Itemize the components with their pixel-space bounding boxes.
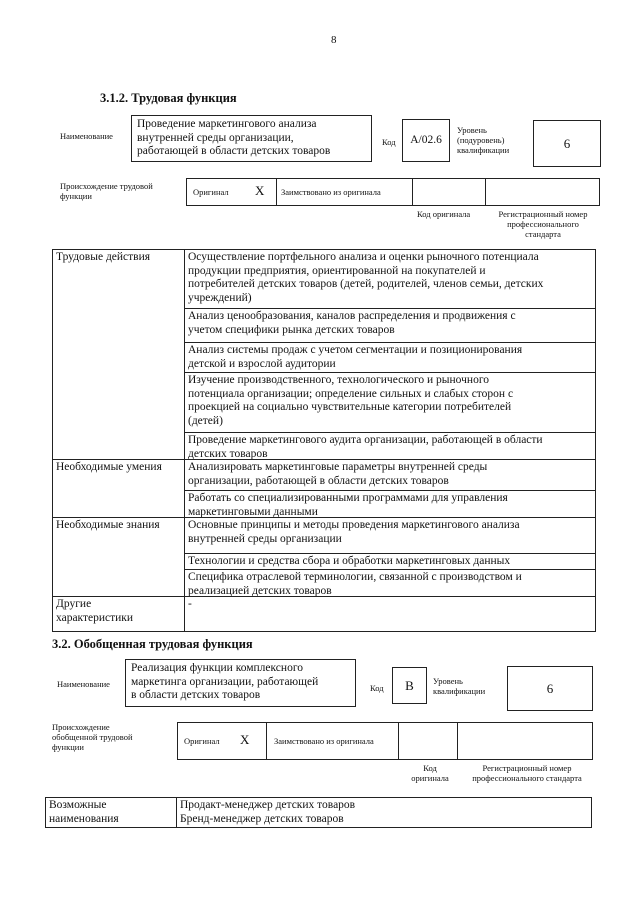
cell-line: (детей) xyxy=(188,414,223,427)
reg-number-line: профессионального стандарта xyxy=(472,773,582,783)
code-value-2: B xyxy=(392,667,427,704)
cell-line: проекцией на социально чувствительные категории потребителей xyxy=(188,401,512,414)
other-value: - xyxy=(184,596,596,632)
borrowed-label: Заимствовано из оригинала xyxy=(281,187,381,197)
function-name-line: в области детских товаров xyxy=(131,689,261,701)
level-label-line: квалификации xyxy=(457,145,510,155)
code-original-line: оригинала xyxy=(411,773,449,783)
cell-line: Осуществление портфельного анализа и оценки рыночного потенциала xyxy=(188,251,539,263)
knowledge-label: Необходимые знания xyxy=(52,517,185,597)
cell-line: учреждений) xyxy=(188,291,252,304)
skill-item xyxy=(184,459,596,491)
reg-number-line: стандарта xyxy=(525,229,561,239)
original-label: Оригинал xyxy=(184,736,220,746)
function-name-line: Реализация функции комплексного xyxy=(131,662,304,674)
section-heading: 3.1.2. Трудовая функция xyxy=(100,91,237,105)
reg-number-label xyxy=(488,209,598,239)
code-original-label-2 xyxy=(405,763,455,783)
cell-line: продукции предприятия, ориентированной на покупателей и xyxy=(188,264,486,277)
divider xyxy=(266,723,267,759)
level-label-line: Уровень xyxy=(433,676,463,686)
possible-names xyxy=(176,797,592,828)
page-number: 8 xyxy=(331,34,337,46)
possible-names-label-line: Возможные xyxy=(49,799,107,811)
borrowed-label: Заимствовано из оригинала xyxy=(274,736,374,746)
code-original-line: Код xyxy=(423,763,437,773)
level-label xyxy=(457,125,509,155)
possible-names-label-line: наименования xyxy=(49,812,119,825)
original-mark: X xyxy=(255,183,265,198)
divider xyxy=(276,179,277,205)
cell-line: организации, работающей в области детских товаров xyxy=(188,474,449,487)
section-heading-2: 3.2. Обобщенная трудовая функция xyxy=(52,637,253,651)
cell-line: детских товаров xyxy=(188,447,268,460)
other-label-line: Другие xyxy=(56,598,92,610)
skill-item xyxy=(184,490,596,518)
origin-label-line: функции xyxy=(60,191,92,201)
reg-number-line: профессионального xyxy=(507,219,579,229)
origin-table-2 xyxy=(177,722,593,760)
cell-line: Технологии и средства сбора и обработки маркетинговых данных xyxy=(188,555,511,567)
knowledge-item xyxy=(184,553,596,570)
level-label-2 xyxy=(433,676,485,696)
original-label: Оригинал xyxy=(193,187,229,197)
other-label-line: характеристики xyxy=(56,611,134,624)
cell-line: Анализировать маркетинговые параметры внутренней среды xyxy=(188,461,488,473)
cell-line: детской и взрослой аудитории xyxy=(188,357,336,370)
origin-table xyxy=(186,178,600,206)
code-label: Код xyxy=(382,137,396,147)
divider xyxy=(412,179,413,205)
action-item xyxy=(184,372,596,433)
cell-line: Основные принципы и методы проведения маркетингового анализа xyxy=(188,519,520,531)
action-item xyxy=(184,432,596,460)
code-value: A/02.6 xyxy=(402,119,450,162)
origin-label-line: функции xyxy=(52,742,84,752)
cell-line: потребителей детских товаров (детей, родителей, членов семьи, детских xyxy=(188,278,544,291)
origin-label-line: Происхождение трудовой xyxy=(60,181,153,191)
actions-label: Трудовые действия xyxy=(52,249,185,460)
skills-label: Необходимые умения xyxy=(52,459,185,518)
function-name-line: маркетинга организации, работающей xyxy=(131,675,319,688)
possible-name-item: Бренд-менеджер детских товаров xyxy=(180,812,344,825)
cell-line: реализацией детских товаров xyxy=(188,584,332,597)
level-label-line: квалификации xyxy=(433,686,486,696)
possible-name-item: Продакт-менеджер детских товаров xyxy=(180,799,356,811)
cell-line: потенциала организации; определение сильных и слабых сторон с xyxy=(188,387,514,400)
knowledge-item xyxy=(184,517,596,554)
code-original-label: Код оригинала xyxy=(417,209,471,219)
level-label-line: Уровень xyxy=(457,125,487,135)
reg-number-line: Регистрационный номер xyxy=(498,209,588,219)
function-name-line: внутренней среды организации, xyxy=(137,131,294,144)
possible-names-label xyxy=(45,797,177,828)
cell-line: внутренней среды организации xyxy=(188,532,342,545)
function-name-line: работающей в области детских товаров xyxy=(137,145,331,157)
cell-line: Анализ системы продаж с учетом сегментации и позиционирования xyxy=(188,344,523,356)
cell-line: Работать со специализированными программами для управления xyxy=(188,492,508,504)
divider xyxy=(398,723,399,759)
function-name-line: Проведение маркетингового анализа xyxy=(137,118,317,130)
cell-line: Изучение производственного, технологического и рыночного xyxy=(188,374,489,386)
origin-label-line: обобщенной трудовой xyxy=(52,732,133,742)
function-name-box xyxy=(131,115,372,162)
cell-line: учетом специфики рынка детских товаров xyxy=(188,323,395,336)
reg-number-label-2 xyxy=(458,763,596,783)
origin-label-line: Происхождение xyxy=(52,722,110,732)
action-item xyxy=(184,249,596,309)
cell-line: Анализ ценообразования, каналов распределения и продвижения с xyxy=(188,310,516,322)
name-label-2: Наименование xyxy=(57,679,110,689)
level-value-2: 6 xyxy=(507,666,593,711)
level-value: 6 xyxy=(533,120,601,167)
origin-label xyxy=(60,181,153,201)
knowledge-item xyxy=(184,569,596,597)
origin-label-2 xyxy=(52,722,133,752)
divider xyxy=(457,723,458,759)
cell-line: Специфика отраслевой терминологии, связанной с производством и xyxy=(188,571,522,583)
other-label xyxy=(52,596,185,632)
original-mark: X xyxy=(240,732,250,747)
name-label: Наименование xyxy=(60,131,113,141)
generalized-function-name-box xyxy=(125,659,356,707)
action-item xyxy=(184,342,596,373)
reg-number-line: Регистрационный номер xyxy=(482,763,572,773)
level-label-line: (подуровень) xyxy=(457,135,505,145)
code-label-2: Код xyxy=(370,683,384,693)
cell-line: маркетинговыми данными xyxy=(188,505,318,518)
cell-line: Проведение маркетингового аудита организации, работающей в области xyxy=(188,434,543,446)
divider xyxy=(485,179,486,205)
action-item xyxy=(184,308,596,343)
